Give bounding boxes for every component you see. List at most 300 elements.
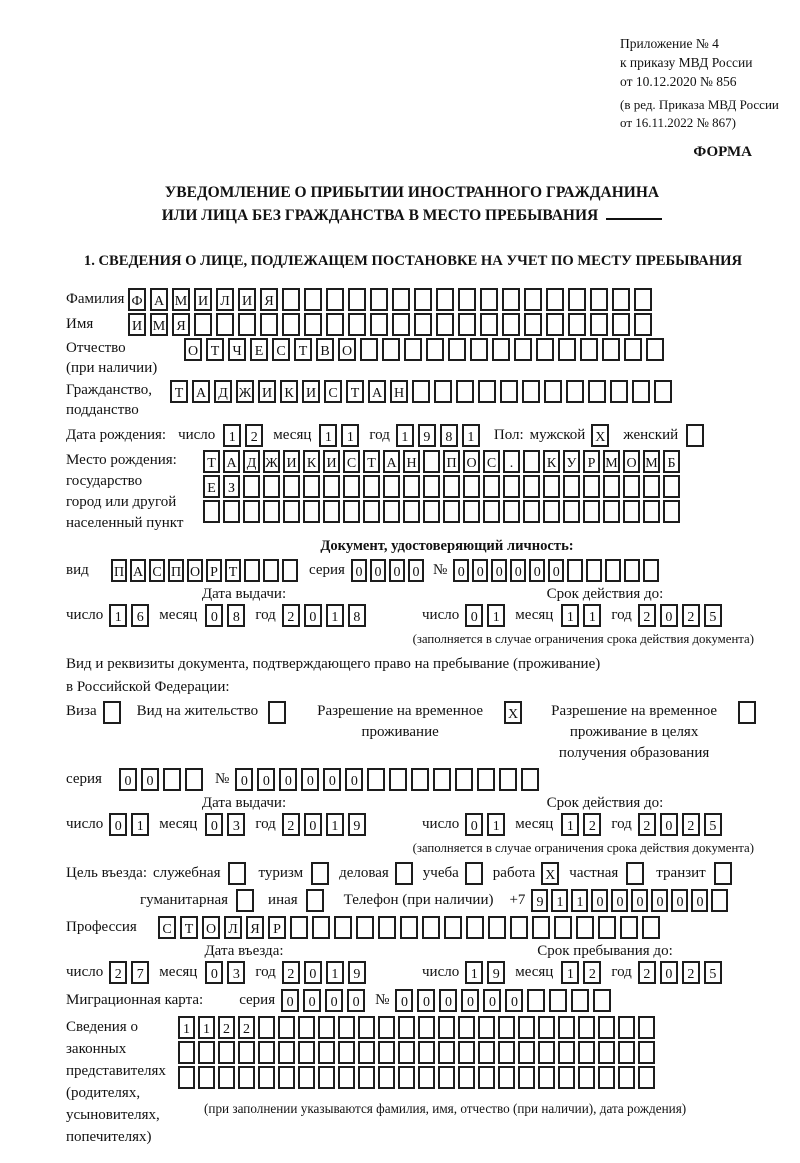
char-box[interactable] (663, 500, 680, 523)
char-box[interactable] (278, 1016, 295, 1039)
char-box[interactable]: 1 (561, 604, 579, 627)
char-box[interactable] (523, 475, 540, 498)
char-box[interactable] (618, 1066, 635, 1089)
char-box[interactable] (458, 313, 476, 336)
char-box[interactable]: Н (403, 450, 420, 473)
char-box[interactable] (455, 768, 473, 791)
char-box[interactable]: X (591, 424, 609, 447)
char-box[interactable]: 6 (131, 604, 149, 627)
char-box[interactable] (618, 1016, 635, 1039)
char-box[interactable]: 0 (660, 813, 678, 836)
char-box[interactable] (554, 916, 572, 939)
char-box[interactable] (338, 1041, 355, 1064)
char-box[interactable]: 0 (370, 559, 386, 582)
char-box[interactable] (423, 475, 440, 498)
char-box[interactable]: 0 (660, 604, 678, 627)
char-box[interactable]: 1 (487, 813, 505, 836)
char-box[interactable] (263, 559, 279, 582)
char-box[interactable]: 0 (205, 961, 223, 984)
char-box[interactable]: 1 (109, 604, 127, 627)
char-box[interactable]: Л (216, 288, 234, 311)
char-box[interactable]: 2 (282, 813, 300, 836)
char-box[interactable] (392, 288, 410, 311)
char-box[interactable]: 0 (205, 813, 223, 836)
char-box[interactable]: 0 (461, 989, 479, 1012)
char-box[interactable] (458, 1041, 475, 1064)
char-box[interactable] (623, 500, 640, 523)
char-box[interactable] (326, 313, 344, 336)
char-box[interactable] (567, 559, 583, 582)
char-box[interactable] (598, 1066, 615, 1089)
char-box[interactable]: 0 (529, 559, 545, 582)
char-box[interactable] (500, 380, 518, 403)
char-box[interactable] (643, 559, 659, 582)
char-box[interactable] (358, 1041, 375, 1064)
char-box[interactable]: М (603, 450, 620, 473)
char-box[interactable] (578, 1041, 595, 1064)
char-box[interactable] (178, 1066, 195, 1089)
char-box[interactable]: 1 (326, 813, 344, 836)
char-box[interactable]: И (238, 288, 256, 311)
char-box[interactable]: 2 (638, 813, 656, 836)
char-box[interactable] (502, 313, 520, 336)
char-box[interactable] (258, 1016, 275, 1039)
char-box[interactable] (312, 916, 330, 939)
char-box[interactable] (263, 500, 280, 523)
char-box[interactable] (283, 475, 300, 498)
char-box[interactable] (502, 288, 520, 311)
char-box[interactable]: Д (243, 450, 260, 473)
char-box[interactable]: С (324, 380, 342, 403)
char-box[interactable] (544, 380, 562, 403)
char-box[interactable] (568, 313, 586, 336)
char-box[interactable]: 0 (671, 889, 688, 912)
char-box[interactable] (518, 1041, 535, 1064)
char-box[interactable] (278, 1066, 295, 1089)
char-box[interactable] (443, 500, 460, 523)
char-box[interactable] (383, 500, 400, 523)
char-box[interactable]: 0 (660, 961, 678, 984)
char-box[interactable] (686, 424, 704, 447)
char-box[interactable] (714, 862, 732, 885)
char-box[interactable] (546, 288, 564, 311)
char-box[interactable]: Т (346, 380, 364, 403)
char-box[interactable] (571, 989, 589, 1012)
char-box[interactable] (403, 475, 420, 498)
char-box[interactable]: 2 (218, 1016, 235, 1039)
char-box[interactable]: Е (203, 475, 220, 498)
char-box[interactable]: Ч (228, 338, 246, 361)
char-box[interactable] (624, 559, 640, 582)
char-box[interactable] (518, 1066, 535, 1089)
char-box[interactable]: О (184, 338, 202, 361)
char-box[interactable] (370, 313, 388, 336)
char-box[interactable]: 1 (462, 424, 480, 447)
char-box[interactable] (360, 338, 378, 361)
char-box[interactable]: 9 (348, 813, 366, 836)
char-box[interactable]: 0 (591, 889, 608, 912)
char-box[interactable] (465, 862, 483, 885)
char-box[interactable] (218, 1041, 235, 1064)
char-box[interactable]: 0 (109, 813, 127, 836)
char-box[interactable] (290, 916, 308, 939)
char-box[interactable] (298, 1016, 315, 1039)
char-box[interactable] (218, 1066, 235, 1089)
char-box[interactable] (304, 313, 322, 336)
char-box[interactable] (602, 338, 620, 361)
char-box[interactable]: 0 (325, 989, 343, 1012)
char-box[interactable] (478, 1041, 495, 1064)
char-box[interactable]: Т (203, 450, 220, 473)
char-box[interactable]: 2 (282, 961, 300, 984)
char-box[interactable]: 5 (704, 961, 722, 984)
char-box[interactable]: 0 (304, 961, 322, 984)
char-box[interactable] (532, 916, 550, 939)
char-box[interactable]: 0 (417, 989, 435, 1012)
char-box[interactable] (466, 916, 484, 939)
char-box[interactable]: 0 (453, 559, 469, 582)
char-box[interactable]: И (302, 380, 320, 403)
char-box[interactable]: Ф (128, 288, 146, 311)
char-box[interactable]: 3 (227, 813, 245, 836)
char-box[interactable] (558, 338, 576, 361)
char-box[interactable] (590, 288, 608, 311)
char-box[interactable] (612, 288, 630, 311)
char-box[interactable] (389, 768, 407, 791)
char-box[interactable] (378, 916, 396, 939)
char-box[interactable] (367, 768, 385, 791)
char-box[interactable] (524, 288, 542, 311)
char-box[interactable] (463, 500, 480, 523)
char-box[interactable]: 1 (487, 604, 505, 627)
char-box[interactable]: Т (363, 450, 380, 473)
char-box[interactable] (238, 1066, 255, 1089)
char-box[interactable]: 0 (395, 989, 413, 1012)
char-box[interactable]: 0 (472, 559, 488, 582)
char-box[interactable] (103, 701, 121, 724)
char-box[interactable] (522, 380, 540, 403)
char-box[interactable] (163, 768, 181, 791)
char-box[interactable]: 0 (141, 768, 159, 791)
char-box[interactable]: Б (663, 450, 680, 473)
char-box[interactable] (536, 338, 554, 361)
char-box[interactable] (238, 313, 256, 336)
char-box[interactable] (311, 862, 329, 885)
char-box[interactable] (444, 916, 462, 939)
char-box[interactable] (418, 1041, 435, 1064)
char-box[interactable]: 1 (178, 1016, 195, 1039)
char-box[interactable] (514, 338, 532, 361)
char-box[interactable]: 1 (326, 604, 344, 627)
char-box[interactable]: А (383, 450, 400, 473)
char-box[interactable]: Т (294, 338, 312, 361)
char-box[interactable]: З (223, 475, 240, 498)
char-box[interactable] (382, 338, 400, 361)
char-box[interactable] (583, 500, 600, 523)
char-box[interactable]: 2 (245, 424, 263, 447)
char-box[interactable] (358, 1066, 375, 1089)
char-box[interactable] (538, 1066, 555, 1089)
char-box[interactable] (605, 559, 621, 582)
char-box[interactable]: П (111, 559, 127, 582)
char-box[interactable]: 0 (548, 559, 564, 582)
char-box[interactable] (378, 1066, 395, 1089)
char-box[interactable] (198, 1041, 215, 1064)
char-box[interactable]: 0 (483, 989, 501, 1012)
char-box[interactable]: 0 (631, 889, 648, 912)
char-box[interactable] (392, 313, 410, 336)
char-box[interactable] (323, 500, 340, 523)
char-box[interactable] (282, 313, 300, 336)
char-box[interactable] (623, 475, 640, 498)
char-box[interactable] (549, 989, 567, 1012)
char-box[interactable]: 0 (491, 559, 507, 582)
char-box[interactable] (588, 380, 606, 403)
char-box[interactable]: 9 (487, 961, 505, 984)
char-box[interactable]: 0 (303, 989, 321, 1012)
char-box[interactable]: С (483, 450, 500, 473)
char-box[interactable] (620, 916, 638, 939)
char-box[interactable]: 8 (227, 604, 245, 627)
char-box[interactable] (576, 916, 594, 939)
char-box[interactable]: О (623, 450, 640, 473)
char-box[interactable] (483, 500, 500, 523)
char-box[interactable] (518, 1016, 535, 1039)
char-box[interactable]: 0 (439, 989, 457, 1012)
char-box[interactable] (624, 338, 642, 361)
char-box[interactable] (546, 313, 564, 336)
char-box[interactable]: 1 (131, 813, 149, 836)
char-box[interactable]: Р (583, 450, 600, 473)
char-box[interactable]: 0 (347, 989, 365, 1012)
char-box[interactable]: 2 (682, 813, 700, 836)
char-box[interactable] (194, 313, 212, 336)
char-box[interactable]: 7 (131, 961, 149, 984)
char-box[interactable] (578, 1066, 595, 1089)
char-box[interactable]: М (643, 450, 660, 473)
char-box[interactable]: А (223, 450, 240, 473)
char-box[interactable] (527, 989, 545, 1012)
char-box[interactable]: X (541, 862, 559, 885)
char-box[interactable] (603, 475, 620, 498)
char-box[interactable]: Ж (236, 380, 254, 403)
char-box[interactable]: 5 (704, 813, 722, 836)
char-box[interactable] (304, 288, 322, 311)
char-box[interactable]: И (258, 380, 276, 403)
char-box[interactable] (282, 559, 298, 582)
char-box[interactable] (578, 1016, 595, 1039)
char-box[interactable]: С (272, 338, 290, 361)
char-box[interactable]: И (194, 288, 212, 311)
char-box[interactable] (343, 475, 360, 498)
char-box[interactable] (463, 475, 480, 498)
char-box[interactable] (478, 1016, 495, 1039)
char-box[interactable] (436, 288, 454, 311)
char-box[interactable]: 0 (505, 989, 523, 1012)
char-box[interactable] (448, 338, 466, 361)
char-box[interactable] (568, 288, 586, 311)
char-box[interactable] (598, 1016, 615, 1039)
char-box[interactable] (318, 1016, 335, 1039)
char-box[interactable] (456, 380, 474, 403)
char-box[interactable] (356, 916, 374, 939)
char-box[interactable] (612, 313, 630, 336)
char-box[interactable]: Я (246, 916, 264, 939)
char-box[interactable] (593, 989, 611, 1012)
char-box[interactable]: 0 (279, 768, 297, 791)
char-box[interactable] (348, 313, 366, 336)
char-box[interactable] (178, 1041, 195, 1064)
char-box[interactable] (643, 500, 660, 523)
char-box[interactable]: А (192, 380, 210, 403)
char-box[interactable] (258, 1041, 275, 1064)
char-box[interactable] (414, 288, 432, 311)
char-box[interactable]: 1 (341, 424, 359, 447)
char-box[interactable]: Е (250, 338, 268, 361)
char-box[interactable]: Я (172, 313, 190, 336)
char-box[interactable]: 5 (704, 604, 722, 627)
char-box[interactable]: 0 (323, 768, 341, 791)
char-box[interactable] (363, 500, 380, 523)
char-box[interactable] (477, 768, 495, 791)
char-box[interactable] (483, 475, 500, 498)
char-box[interactable]: 1 (198, 1016, 215, 1039)
char-box[interactable]: У (563, 450, 580, 473)
char-box[interactable] (558, 1066, 575, 1089)
char-box[interactable] (338, 1016, 355, 1039)
char-box[interactable]: Н (390, 380, 408, 403)
char-box[interactable] (663, 475, 680, 498)
char-box[interactable] (438, 1016, 455, 1039)
char-box[interactable] (378, 1041, 395, 1064)
char-box[interactable] (638, 1016, 655, 1039)
char-box[interactable] (223, 500, 240, 523)
char-box[interactable] (590, 313, 608, 336)
char-box[interactable] (263, 475, 280, 498)
char-box[interactable] (334, 916, 352, 939)
char-box[interactable] (538, 1016, 555, 1039)
char-box[interactable]: 1 (465, 961, 483, 984)
char-box[interactable] (524, 313, 542, 336)
char-box[interactable] (318, 1041, 335, 1064)
char-box[interactable]: С (343, 450, 360, 473)
char-box[interactable]: П (168, 559, 184, 582)
char-box[interactable] (503, 500, 520, 523)
char-box[interactable]: 0 (119, 768, 137, 791)
char-box[interactable]: 0 (301, 768, 319, 791)
char-box[interactable] (654, 380, 672, 403)
char-box[interactable] (643, 475, 660, 498)
char-box[interactable]: 0 (345, 768, 363, 791)
char-box[interactable] (470, 338, 488, 361)
char-box[interactable]: 2 (682, 961, 700, 984)
char-box[interactable] (403, 500, 420, 523)
char-box[interactable]: В (316, 338, 334, 361)
char-box[interactable] (426, 338, 444, 361)
char-box[interactable] (580, 338, 598, 361)
char-box[interactable] (558, 1041, 575, 1064)
char-box[interactable] (303, 475, 320, 498)
char-box[interactable] (203, 500, 220, 523)
char-box[interactable] (646, 338, 664, 361)
char-box[interactable]: 0 (510, 559, 526, 582)
char-box[interactable]: Р (268, 916, 286, 939)
char-box[interactable] (306, 889, 324, 912)
char-box[interactable] (268, 701, 286, 724)
char-box[interactable] (412, 380, 430, 403)
char-box[interactable] (642, 916, 660, 939)
char-box[interactable] (598, 1041, 615, 1064)
char-box[interactable]: Р (206, 559, 222, 582)
char-box[interactable] (326, 288, 344, 311)
char-box[interactable] (398, 1016, 415, 1039)
char-box[interactable] (303, 500, 320, 523)
char-box[interactable]: 1 (396, 424, 414, 447)
char-box[interactable] (395, 862, 413, 885)
char-box[interactable]: 0 (351, 559, 367, 582)
char-box[interactable] (438, 1041, 455, 1064)
char-box[interactable] (586, 559, 602, 582)
char-box[interactable] (343, 500, 360, 523)
char-box[interactable]: 9 (348, 961, 366, 984)
char-box[interactable] (422, 916, 440, 939)
char-box[interactable]: 0 (235, 768, 253, 791)
char-box[interactable]: 0 (691, 889, 708, 912)
char-box[interactable] (243, 500, 260, 523)
char-box[interactable] (185, 768, 203, 791)
char-box[interactable]: 1 (319, 424, 337, 447)
char-box[interactable]: 2 (238, 1016, 255, 1039)
char-box[interactable] (563, 500, 580, 523)
char-box[interactable] (260, 313, 278, 336)
char-box[interactable]: И (323, 450, 340, 473)
char-box[interactable] (583, 475, 600, 498)
char-box[interactable] (404, 338, 422, 361)
char-box[interactable]: 9 (418, 424, 436, 447)
char-box[interactable] (348, 288, 366, 311)
char-box[interactable] (458, 288, 476, 311)
char-box[interactable] (423, 500, 440, 523)
char-box[interactable]: А (150, 288, 168, 311)
char-box[interactable] (458, 1016, 475, 1039)
char-box[interactable] (418, 1016, 435, 1039)
char-box[interactable] (238, 1041, 255, 1064)
char-box[interactable] (478, 1066, 495, 1089)
char-box[interactable]: 0 (281, 989, 299, 1012)
char-box[interactable]: 0 (304, 813, 322, 836)
char-box[interactable]: А (130, 559, 146, 582)
char-box[interactable]: И (128, 313, 146, 336)
char-box[interactable] (563, 475, 580, 498)
char-box[interactable]: 0 (651, 889, 668, 912)
char-box[interactable]: К (543, 450, 560, 473)
char-box[interactable] (198, 1066, 215, 1089)
char-box[interactable]: И (283, 450, 300, 473)
char-box[interactable] (543, 475, 560, 498)
char-box[interactable] (543, 500, 560, 523)
char-box[interactable] (478, 380, 496, 403)
char-box[interactable] (488, 916, 506, 939)
char-box[interactable]: М (150, 313, 168, 336)
char-box[interactable] (638, 1066, 655, 1089)
char-box[interactable] (603, 500, 620, 523)
char-box[interactable] (566, 380, 584, 403)
char-box[interactable] (370, 288, 388, 311)
char-box[interactable] (318, 1066, 335, 1089)
char-box[interactable] (523, 500, 540, 523)
char-box[interactable] (436, 313, 454, 336)
char-box[interactable]: 0 (304, 604, 322, 627)
